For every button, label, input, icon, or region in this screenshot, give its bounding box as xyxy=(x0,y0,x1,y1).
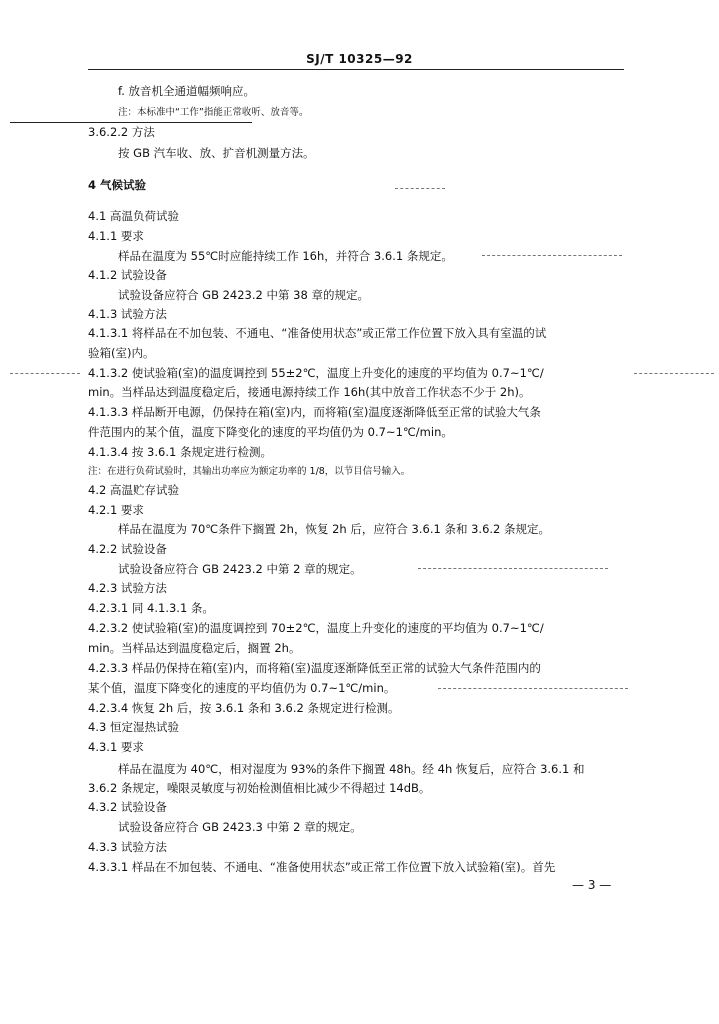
text-line: min。当样品达到温度稳定后，搁置 2h。 xyxy=(88,641,301,655)
scan-dash-artifact xyxy=(418,568,608,569)
page-number: — 3 — xyxy=(572,878,612,892)
text-line: 4.1.2 试验设备 xyxy=(88,268,167,282)
scan-dash-artifact xyxy=(438,688,628,689)
standard-header: SJ/T 10325—92 xyxy=(306,52,413,66)
text-line: 4.3.3.1 样品在不加包装、不通电、“准备使用状态”或正常工作位置下放入试验箱(室)。首先 xyxy=(88,860,556,874)
scan-dash-artifact xyxy=(482,255,622,256)
text-line: 试验设备应符合 GB 2423.3 中第 2 章的规定。 xyxy=(118,820,362,834)
text-line: 样品在温度为 55℃时应能持续工作 16h，并符合 3.6.1 条规定。 xyxy=(118,249,453,263)
text-line: 3.6.2 条规定，噪限灵敏度与初始检测值相比减少不得超过 14dB。 xyxy=(88,781,431,795)
text-line: 4.2.1 要求 xyxy=(88,503,144,517)
text-line: 4.2.2 试验设备 xyxy=(88,542,167,556)
text-line: 4.3 恒定湿热试验 xyxy=(88,720,179,734)
text-line: 注：本标准中“工作”指能正常收听、放音等。 xyxy=(118,107,309,118)
text-line: 4.1 高温负荷试验 xyxy=(88,209,179,223)
text-line: 4.3.1 要求 xyxy=(88,740,144,754)
text-line: 4.1.3.2 使试验箱(室)的温度调控到 55±2℃，温度上升变化的速度的平均值为 0.7~1℃/ xyxy=(88,366,544,380)
text-line: 试验设备应符合 GB 2423.2 中第 2 章的规定。 xyxy=(118,562,362,576)
scan-dash-artifact xyxy=(10,373,80,374)
text-line: 样品在温度为 40℃，相对湿度为 93%的条件下搁置 48h。经 4h 恢复后，应符合 3.6.1 和 xyxy=(118,762,585,776)
text-line: 4.2.3.4 恢复 2h 后，按 3.6.1 条和 3.6.2 条规定进行检测。 xyxy=(88,701,400,715)
text-line: 4.1.1 要求 xyxy=(88,229,144,243)
text-line: 4.1.3.1 将样品在不加包装、不通电、“准备使用状态”或正常工作位置下放入具有室温的试 xyxy=(88,326,547,340)
text-line: 4.1.3.3 样品断开电源，仍保持在箱(室)内，而将箱(室)温度逐渐降低至正常的试验大气条 xyxy=(88,405,541,419)
scan-dash-artifact xyxy=(634,373,714,374)
header-rule xyxy=(88,69,624,70)
text-line: 验箱(室)内。 xyxy=(88,346,155,360)
text-line: f. 放音机全通道幅频响应。 xyxy=(118,84,256,98)
text-line: 4.1.3.4 按 3.6.1 条规定进行检测。 xyxy=(88,445,272,459)
text-line: min。当样品达到温度稳定后，接通电源持续工作 16h(其中放音工作状态不少于 2h)。 xyxy=(88,385,531,399)
text-line: 4.1.3 试验方法 xyxy=(88,307,167,321)
text-line: 样品在温度为 70℃条件下搁置 2h，恢复 2h 后，应符合 3.6.1 条和 3.6.2 条规定。 xyxy=(118,522,551,536)
text-line: 4.2 高温贮存试验 xyxy=(88,483,179,497)
scan-dash-artifact xyxy=(395,188,445,189)
text-line: 4.2.3 试验方法 xyxy=(88,581,167,595)
text-line: 4.3.3 试验方法 xyxy=(88,840,167,854)
text-line: 3.6.2.2 方法 xyxy=(88,125,155,139)
text-line: 件范围内的某个值，温度下降变化的速度的平均值仍为 0.7~1℃/min。 xyxy=(88,425,453,439)
text-line: 4.3.2 试验设备 xyxy=(88,800,167,814)
left-rule xyxy=(10,122,252,123)
text-line: 试验设备应符合 GB 2423.2 中第 38 章的规定。 xyxy=(118,288,369,302)
text-line: 4.2.3.3 样品仍保持在箱(室)内，而将箱(室)温度逐渐降低至正常的试验大气条件范围内的 xyxy=(88,661,541,675)
text-line: 按 GB 汽车收、放、扩音机测量方法。 xyxy=(118,146,315,160)
text-line: 4 气候试验 xyxy=(88,178,147,192)
text-line: 4.2.3.2 使试验箱(室)的温度调控到 70±2℃，温度上升变化的速度的平均值为 0.7~1℃/ xyxy=(88,621,544,635)
text-line: 4.2.3.1 同 4.1.3.1 条。 xyxy=(88,601,214,615)
text-line: 注：在进行负荷试验时，其输出功率应为额定功率的 1/8，以节目信号输入。 xyxy=(88,466,411,477)
text-line: 某个值，温度下降变化的速度的平均值仍为 0.7~1℃/min。 xyxy=(88,681,396,695)
